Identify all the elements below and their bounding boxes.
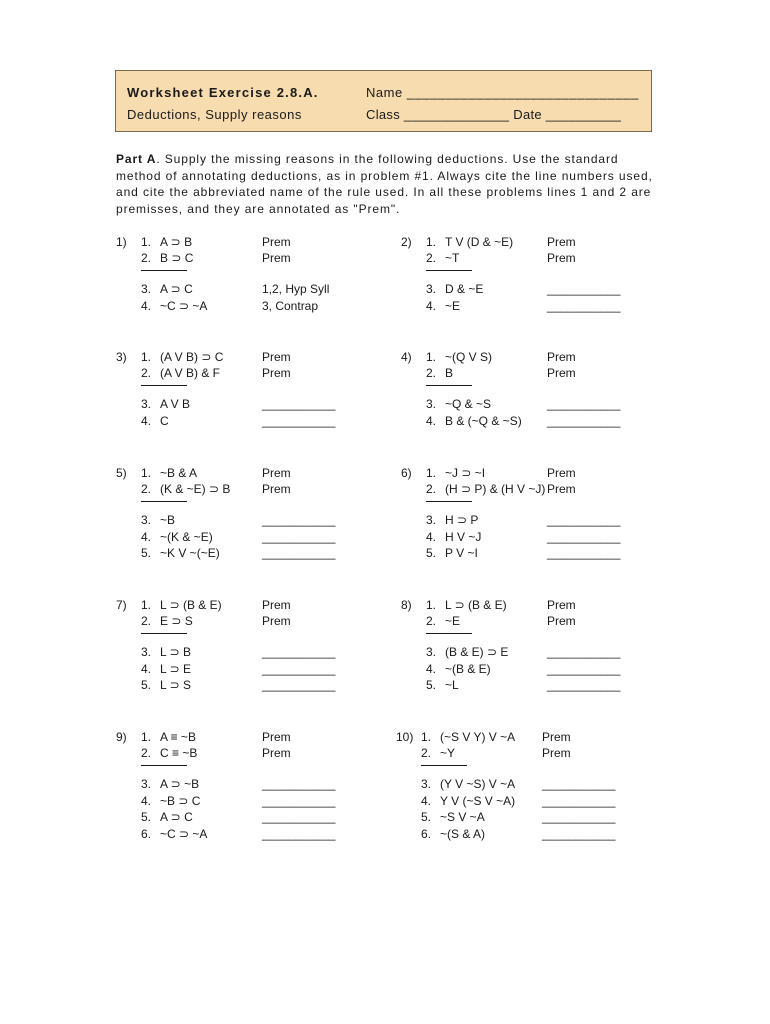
line-number: 5. xyxy=(141,678,152,692)
line-number: 3. xyxy=(426,397,437,411)
worksheet-title: Worksheet Exercise 2.8.A. xyxy=(127,85,319,100)
line-statement: ~B ⊃ C xyxy=(160,793,201,808)
line-statement: C ≡ ~B xyxy=(160,746,198,760)
problem-6 xyxy=(401,466,701,586)
line-statement: ~S V ~A xyxy=(440,810,485,824)
line-statement: A ⊃ ~B xyxy=(160,777,200,791)
line-number: 2. xyxy=(141,614,152,628)
line-number: 4. xyxy=(141,793,152,808)
line-reason: Prem xyxy=(547,466,576,480)
name-field[interactable]: Name ______________________________ xyxy=(366,85,639,100)
line-statement: L ⊃ B xyxy=(160,645,191,659)
line-statement: L ⊃ (B & E) xyxy=(445,598,507,612)
line-number: 1. xyxy=(426,466,437,480)
line-number: 4. xyxy=(426,529,437,544)
line-statement: ~(S & A) xyxy=(440,826,486,841)
line-statement: A ⊃ C xyxy=(160,282,193,296)
problem-7 xyxy=(116,598,416,718)
line-number: 5. xyxy=(426,546,437,560)
worksheet-header xyxy=(115,70,652,132)
reason-blank[interactable]: ___________ xyxy=(262,546,336,560)
reason-blank[interactable]: ___________ xyxy=(542,810,616,824)
line-statement: A V B xyxy=(160,397,191,411)
premise-divider xyxy=(426,633,472,634)
line-number: 4. xyxy=(426,413,437,428)
line-number: 1. xyxy=(141,466,152,480)
problem-4 xyxy=(401,350,701,470)
line-number: 3. xyxy=(421,777,432,791)
line-statement: ~C ⊃ ~A xyxy=(160,826,208,841)
line-reason: Prem xyxy=(262,466,291,480)
line-statement: ~Q & ~S xyxy=(445,397,492,411)
problem-number: 5) xyxy=(116,466,127,480)
line-statement: A ⊃ C xyxy=(160,810,193,824)
line-number: 3. xyxy=(426,645,437,659)
line-number: 1. xyxy=(426,235,437,249)
line-statement: L ⊃ (B & E) xyxy=(160,598,222,612)
problem-9 xyxy=(116,730,416,850)
instructions xyxy=(116,151,653,217)
line-reason: Prem xyxy=(542,746,571,760)
reason-blank[interactable]: ___________ xyxy=(547,298,621,313)
line-reason: 1,2, Hyp Syll xyxy=(262,282,330,296)
reason-blank[interactable]: ___________ xyxy=(547,413,621,428)
problem-10 xyxy=(396,730,696,850)
problem-number: 9) xyxy=(116,730,127,744)
line-number: 5. xyxy=(141,810,152,824)
line-number: 3. xyxy=(426,513,437,527)
line-number: 6. xyxy=(421,826,432,841)
line-reason: Prem xyxy=(262,482,291,496)
line-number: 2. xyxy=(426,614,437,628)
problem-number: 6) xyxy=(401,466,412,480)
premise-divider xyxy=(421,765,467,766)
line-number: 2. xyxy=(426,366,437,380)
problem-number: 1) xyxy=(116,235,127,249)
reason-blank[interactable]: ___________ xyxy=(262,826,336,841)
line-number: 3. xyxy=(426,282,437,296)
line-number: 1. xyxy=(141,598,152,612)
problem-number: 4) xyxy=(401,350,412,364)
line-statement: B xyxy=(445,366,454,380)
line-number: 5. xyxy=(141,546,152,560)
premise-divider xyxy=(426,270,472,271)
line-number: 1. xyxy=(426,598,437,612)
reason-blank[interactable]: ___________ xyxy=(262,513,336,527)
line-statement: ~Y xyxy=(440,746,456,760)
line-reason: Prem xyxy=(547,598,576,612)
instructions-text: . Supply the missing reasons in the following deductions. Use the standard method of annotating deductions, as in problem #1. Always cite the line numbers used, and cite the abbreviated name of the rule used. In all these problems lines 1 and 2 are premisses, and they are annotated as "Prem". xyxy=(116,152,653,216)
problem-2 xyxy=(401,235,701,355)
line-reason: Prem xyxy=(547,251,576,265)
line-reason: Prem xyxy=(262,350,291,364)
line-reason: Prem xyxy=(547,482,576,496)
line-number: 2. xyxy=(141,746,152,760)
line-statement: L ⊃ S xyxy=(160,678,191,692)
reason-blank[interactable]: ___________ xyxy=(542,826,616,841)
reason-blank[interactable]: ___________ xyxy=(547,546,621,560)
line-statement: ~B & A xyxy=(160,466,198,480)
line-reason: Prem xyxy=(262,614,291,628)
reason-blank[interactable]: ___________ xyxy=(262,529,336,544)
line-statement: T V (D & ~E) xyxy=(445,235,514,249)
premise-divider xyxy=(426,385,472,386)
class-date-field[interactable]: Class ______________ Date __________ xyxy=(366,107,622,122)
line-statement: ~(B & E) xyxy=(445,661,491,676)
problem-number: 8) xyxy=(401,598,412,612)
part-label: Part A xyxy=(116,152,157,166)
line-number: 4. xyxy=(141,413,152,428)
line-statement: ~(Q V S) xyxy=(445,350,493,364)
line-statement: (Y V ~S) V ~A xyxy=(440,777,516,791)
line-statement: (A V B) ⊃ C xyxy=(160,350,224,364)
line-statement: ~E xyxy=(445,614,461,628)
line-number: 1. xyxy=(421,730,432,744)
line-number: 1. xyxy=(426,350,437,364)
reason-blank[interactable]: ___________ xyxy=(547,661,621,676)
line-reason: Prem xyxy=(547,350,576,364)
line-statement: L ⊃ E xyxy=(160,661,191,676)
line-reason: Prem xyxy=(262,598,291,612)
reason-blank[interactable]: ___________ xyxy=(262,397,336,411)
line-number: 4. xyxy=(421,793,432,808)
line-statement: ~B xyxy=(160,513,176,527)
line-number: 3. xyxy=(141,645,152,659)
line-number: 3. xyxy=(141,777,152,791)
premise-divider xyxy=(426,501,472,502)
problem-number: 3) xyxy=(116,350,127,364)
line-statement: A ⊃ B xyxy=(160,235,193,249)
reason-blank[interactable]: ___________ xyxy=(547,529,621,544)
line-number: 4. xyxy=(141,298,152,313)
line-number: 3. xyxy=(141,282,152,296)
line-statement: ~K V ~(~E) xyxy=(160,546,220,560)
line-number: 2. xyxy=(426,482,437,496)
line-statement: (A V B) & F xyxy=(160,366,221,380)
line-number: 2. xyxy=(141,251,152,265)
line-statement: (K & ~E) ⊃ B xyxy=(160,482,231,496)
line-number: 2. xyxy=(426,251,437,265)
reason-blank[interactable]: ___________ xyxy=(262,810,336,824)
line-statement: B ⊃ C xyxy=(160,251,194,265)
premise-divider xyxy=(141,765,187,766)
reason-blank[interactable]: ___________ xyxy=(262,678,336,692)
line-number: 5. xyxy=(426,678,437,692)
line-statement: (~S V Y) V ~A xyxy=(440,730,516,744)
problem-3 xyxy=(116,350,416,470)
line-statement: E ⊃ S xyxy=(160,614,193,628)
line-reason: Prem xyxy=(542,730,571,744)
problem-1 xyxy=(116,235,416,355)
line-number: 2. xyxy=(141,366,152,380)
line-statement: ~L xyxy=(445,678,459,692)
reason-blank[interactable]: ___________ xyxy=(547,678,621,692)
line-reason: Prem xyxy=(262,746,291,760)
line-reason: Prem xyxy=(262,251,291,265)
line-statement: H ⊃ P xyxy=(445,513,479,527)
reason-blank[interactable]: ___________ xyxy=(262,413,336,428)
line-statement: P V ~I xyxy=(445,546,478,560)
problem-5 xyxy=(116,466,416,586)
premise-divider xyxy=(141,633,187,634)
line-number: 2. xyxy=(141,482,152,496)
line-number: 6. xyxy=(141,826,152,841)
reason-blank[interactable]: ___________ xyxy=(262,645,336,659)
line-number: 1. xyxy=(141,235,152,249)
line-number: 3. xyxy=(141,397,152,411)
line-statement: ~(K & ~E) xyxy=(160,529,213,544)
line-statement: D & ~E xyxy=(445,282,484,296)
line-reason: Prem xyxy=(547,366,576,380)
line-number: 3. xyxy=(141,513,152,527)
line-statement: ~E xyxy=(445,298,461,313)
problem-8 xyxy=(401,598,701,718)
reason-blank[interactable]: ___________ xyxy=(547,397,621,411)
line-statement: B & (~Q & ~S) xyxy=(445,413,522,428)
premise-divider xyxy=(141,270,187,271)
line-reason: Prem xyxy=(262,235,291,249)
line-number: 4. xyxy=(426,298,437,313)
problem-number: 2) xyxy=(401,235,412,249)
reason-blank[interactable]: ___________ xyxy=(547,282,621,296)
line-number: 4. xyxy=(141,661,152,676)
line-statement: (H ⊃ P) & (H V ~J) xyxy=(445,482,546,496)
line-statement: ~J ⊃ ~I xyxy=(445,466,486,480)
line-statement: ~T xyxy=(445,251,460,265)
line-number: 1. xyxy=(141,730,152,744)
line-number: 4. xyxy=(426,661,437,676)
line-number: 4. xyxy=(141,529,152,544)
reason-blank[interactable]: ___________ xyxy=(542,793,616,808)
line-reason: Prem xyxy=(547,614,576,628)
line-statement: H V ~J xyxy=(445,529,482,544)
line-statement: ~C ⊃ ~A xyxy=(160,298,208,313)
line-reason: Prem xyxy=(547,235,576,249)
reason-blank[interactable]: ___________ xyxy=(262,777,336,791)
line-number: 1. xyxy=(141,350,152,364)
line-statement: Y V (~S V ~A) xyxy=(440,793,516,808)
problem-number: 7) xyxy=(116,598,127,612)
line-reason: 3, Contrap xyxy=(262,298,319,313)
line-number: 5. xyxy=(421,810,432,824)
line-number: 2. xyxy=(421,746,432,760)
reason-blank[interactable]: ___________ xyxy=(547,513,621,527)
reason-blank[interactable]: ___________ xyxy=(547,645,621,659)
reason-blank[interactable]: ___________ xyxy=(262,661,336,676)
reason-blank[interactable]: ___________ xyxy=(542,777,616,791)
line-statement: A ≡ ~B xyxy=(160,730,197,744)
problem-number: 10) xyxy=(396,730,414,744)
premise-divider xyxy=(141,501,187,502)
line-statement: C xyxy=(160,413,169,428)
line-reason: Prem xyxy=(262,366,291,380)
worksheet-subtitle: Deductions, Supply reasons xyxy=(127,107,302,122)
reason-blank[interactable]: ___________ xyxy=(262,793,336,808)
line-reason: Prem xyxy=(262,730,291,744)
line-statement: (B & E) ⊃ E xyxy=(445,645,509,659)
premise-divider xyxy=(141,385,187,386)
